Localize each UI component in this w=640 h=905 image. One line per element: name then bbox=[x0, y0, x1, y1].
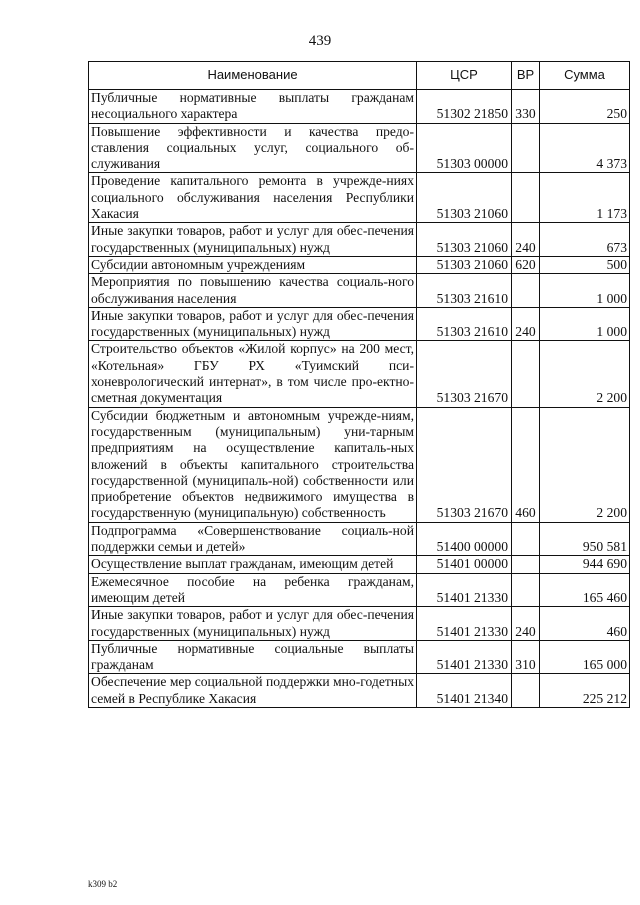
cell-csr: 51303 21610 bbox=[417, 307, 512, 341]
cell-csr: 51303 21670 bbox=[417, 341, 512, 407]
cell-sum: 460 bbox=[540, 607, 630, 641]
cell-csr: 51302 21850 bbox=[417, 90, 512, 124]
table-row bbox=[89, 607, 630, 641]
cell-csr: 51303 21670 bbox=[417, 407, 512, 522]
cell-sum: 4 373 bbox=[540, 123, 630, 173]
cell-csr: 51303 21610 bbox=[417, 274, 512, 308]
table-body bbox=[89, 90, 630, 708]
cell-vr: 620 bbox=[512, 256, 540, 273]
cell-name: Осуществление выплат гражданам, имеющим детей bbox=[89, 556, 417, 573]
cell-vr: 240 bbox=[512, 307, 540, 341]
cell-vr: 330 bbox=[512, 90, 540, 124]
cell-csr: 51303 21060 bbox=[417, 256, 512, 273]
table-row bbox=[89, 640, 630, 674]
cell-sum: 250 bbox=[540, 90, 630, 124]
cell-name: Строительство объектов «Жилой корпус» на 200 мест, «Котельная» ГБУ РХ «Туимский пси-хоневрологический интернат», в том числе про-ектно-сметная документация bbox=[89, 341, 417, 407]
table-row bbox=[89, 573, 630, 607]
cell-sum: 2 200 bbox=[540, 341, 630, 407]
cell-name: Субсидии автономным учреждениям bbox=[89, 256, 417, 273]
cell-sum: 1 000 bbox=[540, 307, 630, 341]
cell-vr bbox=[512, 522, 540, 556]
table-row bbox=[89, 256, 630, 273]
column-header-sum: Сумма bbox=[540, 62, 630, 90]
cell-csr: 51303 00000 bbox=[417, 123, 512, 173]
cell-name: Субсидии бюджетным и автономным учрежде-ниям, государственным (муниципальным) уни-тарным предприятиям на осуществление капиталь-ных вложений в объекты капитального строительства государственной (муниципаль-ной) собственности или приобретение объектов недвижимого имущества в государственную (муниципальную) собственность bbox=[89, 407, 417, 522]
cell-name: Иные закупки товаров, работ и услуг для обес-печения государственных (муниципальных) нужд bbox=[89, 607, 417, 641]
cell-name: Иные закупки товаров, работ и услуг для обес-печения государственных (муниципальных) нужд bbox=[89, 223, 417, 257]
cell-sum: 950 581 bbox=[540, 522, 630, 556]
column-header-vr: ВР bbox=[512, 62, 540, 90]
table-row bbox=[89, 522, 630, 556]
cell-sum: 2 200 bbox=[540, 407, 630, 522]
cell-vr bbox=[512, 123, 540, 173]
cell-csr: 51401 21330 bbox=[417, 607, 512, 641]
table-row bbox=[89, 90, 630, 124]
table-row bbox=[89, 674, 630, 708]
table-header-row bbox=[89, 62, 630, 90]
cell-sum: 165 460 bbox=[540, 573, 630, 607]
table-row bbox=[89, 407, 630, 522]
cell-csr: 51400 00000 bbox=[417, 522, 512, 556]
table-row bbox=[89, 173, 630, 223]
cell-csr: 51401 21340 bbox=[417, 674, 512, 708]
table-row bbox=[89, 123, 630, 173]
cell-csr: 51401 21330 bbox=[417, 573, 512, 607]
table-row bbox=[89, 556, 630, 573]
cell-sum: 1 000 bbox=[540, 274, 630, 308]
table-row bbox=[89, 274, 630, 308]
page-number: 439 bbox=[308, 33, 332, 49]
cell-csr: 51401 00000 bbox=[417, 556, 512, 573]
cell-vr: 310 bbox=[512, 640, 540, 674]
cell-vr bbox=[512, 341, 540, 407]
cell-vr: 460 bbox=[512, 407, 540, 522]
cell-sum: 165 000 bbox=[540, 640, 630, 674]
cell-sum: 500 bbox=[540, 256, 630, 273]
cell-name: Проведение капитального ремонта в учрежде-ниях социального обслуживания населения Республики Хакасия bbox=[89, 173, 417, 223]
cell-vr bbox=[512, 274, 540, 308]
cell-name: Публичные нормативные социальные выплаты гражданам bbox=[89, 640, 417, 674]
cell-csr: 51303 21060 bbox=[417, 223, 512, 257]
cell-sum: 673 bbox=[540, 223, 630, 257]
cell-sum: 225 212 bbox=[540, 674, 630, 708]
cell-name: Публичные нормативные выплаты гражданам несоциального характера bbox=[89, 90, 417, 124]
table-row bbox=[89, 341, 630, 407]
cell-sum: 944 690 bbox=[540, 556, 630, 573]
cell-vr bbox=[512, 573, 540, 607]
cell-name: Подпрограмма «Совершенствование социаль-ной поддержки семьи и детей» bbox=[89, 522, 417, 556]
cell-sum: 1 173 bbox=[540, 173, 630, 223]
cell-csr: 51303 21060 bbox=[417, 173, 512, 223]
budget-table bbox=[88, 61, 630, 708]
cell-name: Мероприятия по повышению качества социаль-ного обслуживания населения bbox=[89, 274, 417, 308]
cell-name: Ежемесячное пособие на ребенка гражданам, имеющим детей bbox=[89, 573, 417, 607]
footer-code: k309 b2 bbox=[88, 879, 118, 889]
cell-name: Иные закупки товаров, работ и услуг для обес-печения государственных (муниципальных) нужд bbox=[89, 307, 417, 341]
cell-csr: 51401 21330 bbox=[417, 640, 512, 674]
cell-name: Повышение эффективности и качества предо-ставления социальных услуг, социального об-служивания bbox=[89, 123, 417, 173]
cell-vr bbox=[512, 173, 540, 223]
table-row bbox=[89, 223, 630, 257]
cell-vr: 240 bbox=[512, 607, 540, 641]
column-header-name: Наименование bbox=[89, 62, 417, 90]
cell-vr: 240 bbox=[512, 223, 540, 257]
cell-name: Обеспечение мер социальной поддержки мно-годетных семей в Республике Хакасия bbox=[89, 674, 417, 708]
table-row bbox=[89, 307, 630, 341]
cell-vr bbox=[512, 674, 540, 708]
cell-vr bbox=[512, 556, 540, 573]
column-header-csr: ЦСР bbox=[417, 62, 512, 90]
